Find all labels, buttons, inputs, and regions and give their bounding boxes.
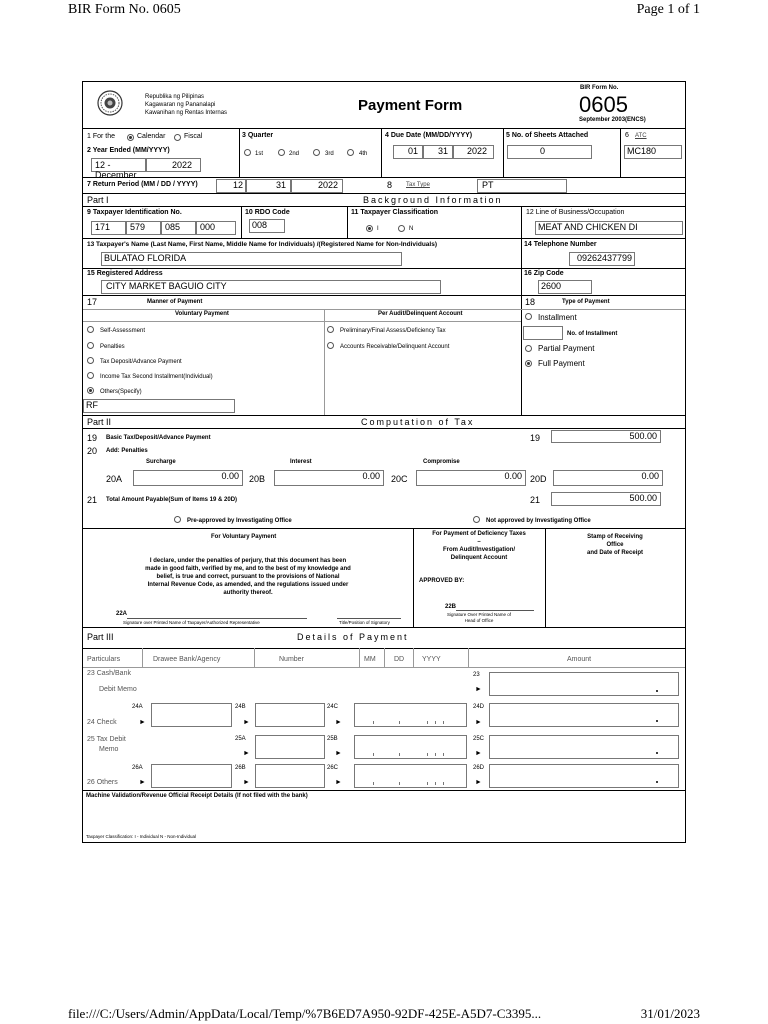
row26a-ref: 26A: [132, 765, 143, 771]
item13-label: 13 Taxpayer's Name (Last Name, First Name, Middle Name for Individuals) /(Registered Name for Non-Individuals): [87, 241, 437, 248]
calendar-label: Calendar: [137, 133, 166, 140]
preliminary-assessment-label: Preliminary/Final Assess/Deficiency Tax: [340, 328, 446, 334]
tax-debit-number-field[interactable]: [255, 735, 325, 759]
return-period-yyyy-field[interactable]: 2022: [291, 179, 343, 193]
tin-part-3-field[interactable]: 085: [161, 221, 196, 235]
deficiency-from-1: From Audit/Investigation/: [442, 547, 516, 553]
due-date-yyyy-field[interactable]: 2022: [453, 145, 494, 159]
tax-debit-amount-decimal-icon: [656, 752, 658, 754]
row26d-ref: 26D: [473, 765, 485, 771]
quarter-1st-radio[interactable]: [244, 149, 251, 156]
row25a-ref: 25A: [235, 736, 246, 742]
col-dd: DD: [394, 656, 405, 663]
item10-label: 10 RDO Code: [245, 209, 290, 216]
compromise-label: Compromise: [423, 459, 460, 465]
check-amount-decimal-icon: [656, 720, 658, 722]
item19-number: 19: [87, 433, 98, 443]
interest-ref: 20B: [249, 474, 266, 484]
classification-n-radio[interactable]: [398, 225, 405, 232]
tax-deposit-radio[interactable]: [87, 357, 94, 364]
quarter-4th-label: 4th: [359, 151, 368, 157]
agency-block: [145, 93, 227, 117]
agency-line-3: Kawanihan ng Rentas Internas: [145, 110, 228, 116]
item2-label: 2 Year Ended (MM/YYYY): [87, 147, 170, 154]
quarter-1st-label: 1st: [255, 151, 264, 157]
item12-label: 12 Line of Business/Occupation: [526, 209, 625, 216]
compromise-field[interactable]: 0.00: [416, 470, 526, 486]
taxpayer-name-field[interactable]: BULATAO FLORIDA: [101, 252, 402, 266]
item7-label: 7 Return Period (MM / DD / YYYY): [87, 181, 198, 188]
due-date-dd-field[interactable]: 31: [423, 145, 453, 159]
penalties-radio[interactable]: [87, 342, 94, 349]
return-period-mm-field[interactable]: 12: [216, 179, 246, 193]
installment-radio[interactable]: [525, 313, 532, 320]
tin-part-1-field[interactable]: 171: [91, 221, 126, 235]
return-period-dd-field[interactable]: 31: [246, 179, 291, 193]
quarter-2nd-radio[interactable]: [278, 149, 285, 156]
page-footer-path: file:///C:/Users/Admin/AppData/Local/Temp/%7B6ED7A950-92DF-425E-A5D7-C3395...: [68, 1006, 542, 1021]
item15-label: 15 Registered Address: [87, 270, 163, 277]
quarter-3rd-radio[interactable]: [313, 149, 320, 156]
others-bank-field[interactable]: [151, 764, 232, 788]
others-specify-field[interactable]: RF: [83, 399, 235, 413]
row24a-arrow-icon: ►: [139, 719, 146, 726]
tax-deposit-label: Tax Deposit/Advance Payment: [100, 359, 182, 365]
voluntary-payment-title: Voluntary Payment: [175, 311, 229, 317]
not-approved-radio[interactable]: [473, 516, 480, 523]
check-number-field[interactable]: [255, 703, 325, 727]
row26c-arrow-icon: ►: [335, 779, 342, 786]
signature-22b-label: 22B: [445, 604, 457, 610]
calendar-radio[interactable]: [127, 134, 134, 141]
atc-link[interactable]: ATC: [635, 133, 647, 139]
classification-n-label: N: [409, 226, 414, 232]
deficiency-dash: –: [477, 539, 481, 545]
year-ended-year-field[interactable]: 2022: [146, 158, 201, 172]
signature-22a-caption: Signature over Printed Name of Taxpayer/Authorized Representative: [123, 620, 260, 625]
item14-label: 14 Telephone Number: [524, 241, 597, 248]
row26a-arrow-icon: ►: [139, 779, 146, 786]
item20-number: 20: [87, 446, 98, 456]
agency-line-2: Kagawaran ng Pananalapi: [145, 102, 216, 108]
item11-label: 11 Taxpayer Classification: [351, 209, 439, 216]
others-amount-field[interactable]: [489, 764, 679, 788]
item21-text: Total Amount Payable(Sum of Items 19 & 20D): [106, 497, 238, 503]
declaration-line-2: made in good faith, verified by me, and to the best of my knowledge and: [145, 566, 351, 572]
row24a-ref: 24A: [132, 704, 143, 710]
row24b-arrow-icon: ►: [243, 719, 250, 726]
part3-title: Details of Payment: [297, 632, 409, 642]
row26-label: 26 Others: [87, 779, 118, 786]
partial-payment-label: Partial Payment: [538, 344, 595, 353]
row25b-ref: 25B: [327, 736, 338, 742]
check-bank-field[interactable]: [151, 703, 232, 727]
form-number: 0605: [579, 92, 628, 117]
accounts-receivable-label: Accounts Receivable/Delinquent Account: [340, 344, 450, 350]
signatory-title-caption: Title/Position of Signatory: [339, 620, 390, 625]
declaration-line-4: Internal Revenue Code, as amended, and the regulations issued under: [147, 582, 349, 588]
page-header-form-no: BIR Form No. 0605: [68, 2, 181, 17]
surcharge-ref: 20A: [106, 474, 123, 484]
interest-field[interactable]: 0.00: [274, 470, 384, 486]
row26c-ref: 26C: [327, 765, 339, 771]
signature-22b-caption-1: Signature Over Printed Name of: [446, 612, 512, 617]
part2-label: Part II: [87, 417, 112, 427]
row24d-ref: 24D: [473, 704, 485, 710]
preliminary-assessment-radio[interactable]: [327, 326, 334, 333]
row24d-arrow-icon: ►: [475, 719, 482, 726]
stamp-block: [545, 533, 685, 557]
year-ended-month-field[interactable]: 12 - December: [91, 158, 146, 172]
row26d-arrow-icon: ►: [475, 779, 482, 786]
item18-label: 18: [525, 297, 536, 307]
zip-code-field[interactable]: 2600: [538, 280, 592, 294]
quarter-4th-radio[interactable]: [347, 149, 354, 156]
others-date-field[interactable]: [354, 764, 467, 788]
penalties-total-field[interactable]: 0.00: [553, 470, 663, 486]
interest-label: Interest: [290, 459, 312, 465]
surcharge-label: Surcharge: [146, 459, 176, 465]
agency-line-1: Republika ng Pilipinas: [145, 94, 205, 100]
pre-approved-label: Pre-approved by Investigating Office: [187, 518, 292, 524]
partial-payment-radio[interactable]: [525, 345, 532, 352]
classification-i-label: I: [377, 226, 379, 232]
row23-label: 23 Cash/Bank: [87, 670, 131, 677]
others-specify-label: Others(Specify): [100, 389, 142, 395]
stamp-line-3: and Date of Receipt: [586, 550, 643, 556]
machine-validation-label: Machine Validation/Revenue Official Receipt Details (If not filed with the bank): [86, 793, 308, 799]
bir-seal-logo: [97, 90, 123, 116]
tin-part-2-field[interactable]: 579: [126, 221, 161, 235]
classification-i-radio[interactable]: [366, 225, 373, 232]
income-tax-installment-label: Income Tax Second Installment(Individual): [100, 374, 213, 380]
row23-ref: 23: [473, 672, 480, 678]
declaration-line-5: authority thereof.: [223, 590, 273, 596]
others-number-field[interactable]: [255, 764, 325, 788]
row25a-arrow-icon: ►: [243, 750, 250, 757]
signature-22b-caption-2: Head of Office: [464, 618, 494, 623]
deficiency-from-2: Delinquent Account: [450, 555, 508, 561]
item3-label: 3 Quarter: [242, 132, 274, 139]
col-drawee-bank: Drawee Bank/Agency: [153, 656, 221, 663]
item9-label: 9 Taxpayer Identification No.: [87, 209, 182, 216]
declaration-line-1: I declare, under the penalties of perjury, that this document has been: [149, 558, 347, 564]
pre-approved-radio[interactable]: [174, 516, 181, 523]
row24c-ref: 24C: [327, 704, 339, 710]
approved-by-label: APPROVED BY:: [419, 578, 465, 584]
accounts-receivable-radio[interactable]: [327, 342, 334, 349]
item1-label: 1 For the: [87, 133, 116, 140]
col-yyyy: YYYY: [422, 656, 441, 663]
not-approved-label: Not approved by Investigating Office: [486, 518, 591, 524]
tin-part-4-field[interactable]: 000: [196, 221, 236, 235]
row25c-arrow-icon: ►: [475, 750, 482, 757]
income-tax-installment-radio[interactable]: [87, 372, 94, 379]
fiscal-radio[interactable]: [174, 134, 181, 141]
per-audit-title: Per Audit/Delinquent Account: [378, 311, 463, 317]
tax-type-field[interactable]: PT: [477, 179, 567, 193]
signature-22a-label: 22A: [116, 611, 128, 617]
tax-type-link[interactable]: Tax Type: [406, 182, 430, 188]
row26b-arrow-icon: ►: [243, 779, 250, 786]
row24b-ref: 24B: [235, 704, 246, 710]
col-particulars: Particulars: [87, 656, 121, 663]
installment-label: Installment: [538, 313, 577, 322]
stamp-line-2: Office: [606, 542, 624, 548]
due-date-mm-field[interactable]: 01: [393, 145, 423, 159]
cash-amount-decimal-icon: [656, 690, 658, 692]
telephone-field[interactable]: 09262437799: [569, 252, 635, 266]
col-amount: Amount: [567, 656, 592, 663]
installment-count-field[interactable]: [523, 326, 563, 340]
stamp-line-1: Stamp of Receiving: [587, 534, 643, 540]
sheets-attached-field[interactable]: 0: [507, 145, 592, 159]
registered-address-field[interactable]: CITY MARKET BAGUIO CITY: [101, 280, 441, 294]
item5-label: 5 No. of Sheets Attached: [506, 132, 589, 139]
item19-ref: 19: [530, 433, 541, 443]
full-payment-label: Full Payment: [538, 359, 585, 368]
row25-label: 25 Tax Debit: [87, 736, 126, 743]
row23-sub-label: Debit Memo: [99, 686, 137, 693]
cash-amount-field[interactable]: [489, 672, 679, 696]
self-assessment-label: Self-Assessment: [100, 328, 146, 334]
part2-title: Computation of Tax: [361, 417, 475, 427]
page-footer-date: 31/01/2023: [640, 1006, 700, 1021]
col-number: Number: [279, 656, 304, 663]
deficiency-block: [413, 530, 545, 562]
payment-form: [82, 81, 686, 843]
others-amount-decimal-icon: [656, 781, 658, 783]
item16-label: 16 Zip Code: [524, 270, 564, 277]
compromise-ref: 20C: [391, 474, 408, 484]
item8-label: 8: [387, 180, 393, 190]
part1-title: Background Information: [363, 195, 503, 205]
quarter-3rd-label: 3rd: [325, 151, 334, 157]
row25c-ref: 25C: [473, 736, 485, 742]
line-of-business-field[interactable]: MEAT AND CHICKEN DI: [535, 221, 683, 235]
declaration-line-3: belief, is true and correct, pursuant to the provisions of National: [156, 574, 340, 580]
form-edition: September 2003(ENCS): [579, 117, 646, 123]
penalties-total-ref: 20D: [530, 474, 547, 484]
fiscal-label: Fiscal: [184, 133, 203, 140]
part1-label: Part I: [87, 195, 109, 205]
quarter-2nd-label: 2nd: [289, 151, 300, 157]
part3-label: Part III: [87, 632, 114, 642]
item6-label: 6: [625, 132, 629, 139]
penalties-label: Penalties: [100, 344, 125, 350]
bir-form-label: BIR Form No.: [580, 85, 619, 91]
signature-22b-caption: [413, 612, 545, 624]
voluntary-declaration-title: For Voluntary Payment: [211, 534, 277, 540]
row26b-ref: 26B: [235, 765, 246, 771]
no-of-installment-label: No. of Installment: [567, 331, 618, 337]
tax-debit-amount-field[interactable]: [489, 735, 679, 759]
surcharge-field[interactable]: 0.00: [133, 470, 243, 486]
type-of-payment-title: Type of Payment: [562, 299, 610, 305]
self-assessment-radio[interactable]: [87, 326, 94, 333]
deficiency-title: For Payment of Deficiency Taxes: [432, 531, 526, 537]
rdo-code-field[interactable]: 008: [249, 219, 285, 233]
page-header-page-count: Page 1 of 1: [636, 2, 700, 17]
atc-field[interactable]: MC180: [624, 145, 682, 159]
check-date-field[interactable]: [354, 703, 467, 727]
basic-tax-field[interactable]: 500.00: [551, 430, 661, 443]
item21-number: 21: [87, 495, 98, 505]
row25b-arrow-icon: ►: [335, 750, 342, 757]
row24c-arrow-icon: ►: [335, 719, 342, 726]
tax-debit-date-field[interactable]: [354, 735, 467, 759]
check-amount-field[interactable]: [489, 703, 679, 727]
item21-ref: 21: [530, 495, 541, 505]
item4-label: 4 Due Date (MM/DD/YYYY): [385, 132, 473, 139]
item20-text: Add: Penalties: [106, 448, 148, 454]
declaration-text: [93, 557, 403, 597]
form-title: Payment Form: [358, 97, 463, 114]
manner-of-payment-title: Manner of Payment: [147, 299, 203, 305]
row25-sub-label: Memo: [99, 746, 119, 753]
others-specify-radio[interactable]: [87, 387, 94, 394]
item17-label: 17: [87, 297, 98, 307]
classification-note: Taxpayer Classification: I - Individual N - Non-Individual: [86, 834, 197, 839]
col-mm: MM: [364, 656, 376, 663]
item19-text: Basic Tax/Deposit/Advance Payment: [106, 435, 211, 441]
row24-label: 24 Check: [87, 719, 117, 726]
full-payment-radio[interactable]: [525, 360, 532, 367]
row23-arrow-icon: ►: [475, 686, 482, 693]
total-payable-field[interactable]: 500.00: [551, 492, 661, 506]
